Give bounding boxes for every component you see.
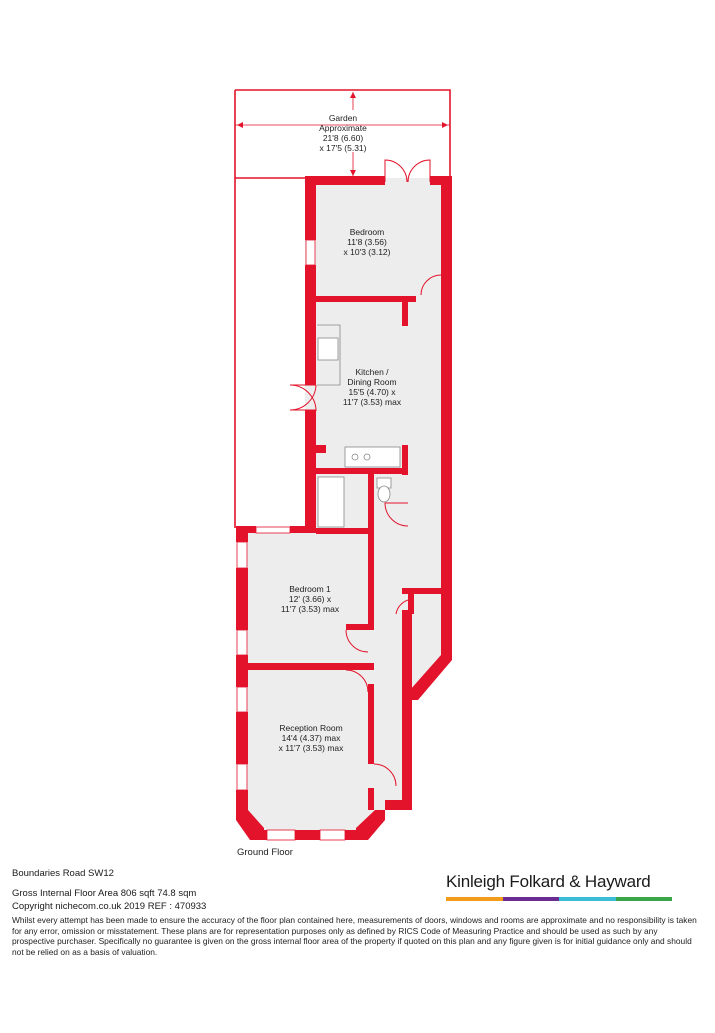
brand-color-bars	[446, 897, 672, 901]
kitchen-dim-1: 15'5 (4.70) x	[348, 387, 396, 397]
bedroom-dim-1: 11'8 (3.56)	[347, 237, 387, 247]
brand-bar-purple	[503, 897, 560, 901]
bedroom-name: Bedroom	[349, 227, 385, 237]
garden-label	[319, 113, 367, 153]
brand-bar-cyan	[559, 897, 616, 901]
disclaimer: Whilst every attempt has been made to ensure the accuracy of the floor plan contained here, measurements of doors, windows and rooms are approximate and no responsibility is taken for any error, omission or misstatement. These plans are for representation purposes only as defined by RICS Code of Measuring Practice and should be used as such by any prospective purchaser. Specifically no guarantee is given on the gross internal floor area of the property if quoted on this plan and any figure given is for initial guidance only and should not be relied on as a basis of valuation.	[12, 915, 697, 957]
floor-fill	[245, 178, 450, 834]
copyright: Copyright nichecom.co.uk 2019 REF : 470933	[12, 901, 207, 912]
floor-area: Gross Internal Floor Area 806 sqft 74.8 sqm	[12, 888, 197, 899]
reception-name: Reception Room	[279, 723, 343, 733]
garden-dim-2: x 17'5 (5.31)	[319, 143, 367, 153]
address: Boundaries Road SW12	[12, 868, 114, 879]
reception-dim-2: x 11'7 (3.53) max	[278, 743, 344, 753]
kitchen-name: Kitchen /	[355, 367, 389, 377]
reception-label	[279, 723, 345, 753]
bedroom-label	[344, 227, 391, 257]
garden-dim-1: 21'8 (6.60)	[322, 133, 364, 143]
reception-dim-1: 14'4 (4.37) max	[281, 733, 341, 743]
kitchen-dim-2: 11'7 (3.53) max	[342, 397, 402, 407]
bedroom1-name: Bedroom 1	[289, 584, 331, 594]
kitchen-name-2: Dining Room	[347, 377, 397, 387]
brand-name: Kinleigh Folkard & Hayward	[446, 872, 651, 891]
bedroom-dim-2: x 10'3 (3.12)	[343, 247, 391, 257]
garden-title: Garden	[328, 113, 358, 123]
garden-approx: Approximate	[319, 123, 367, 133]
brand-bar-green	[616, 897, 673, 901]
brand-logo	[446, 872, 672, 901]
bedroom1-dim-2: 11'7 (3.53) max	[280, 604, 340, 614]
brand-bar-orange	[446, 897, 503, 901]
floor-label: Ground Floor	[237, 847, 293, 858]
bedroom1-dim-1: 12' (3.66) x	[288, 594, 332, 604]
